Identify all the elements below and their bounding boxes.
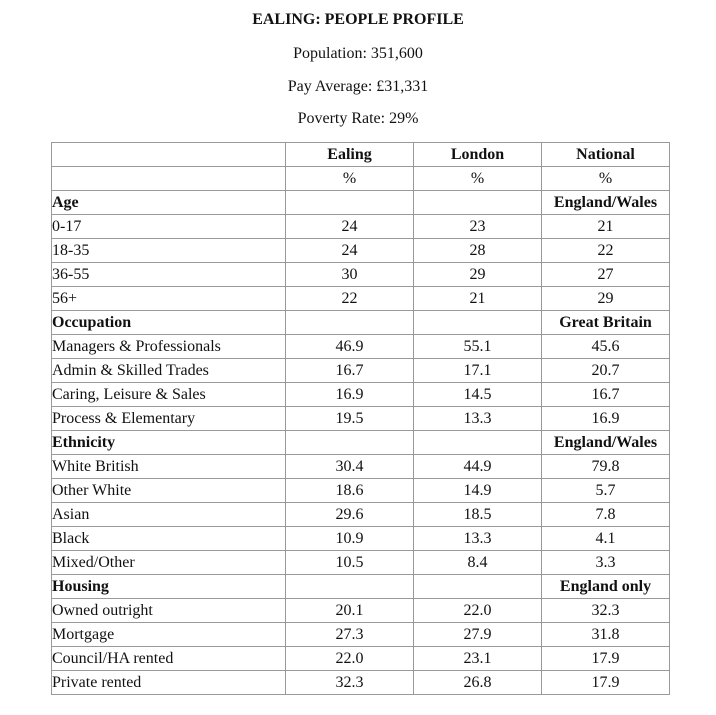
- value-national: 31.8: [542, 623, 670, 647]
- table-row: [52, 479, 670, 503]
- value-london: 23: [414, 215, 542, 239]
- empty-cell: [286, 575, 414, 599]
- table-row: [52, 647, 670, 671]
- value-national: 79.8: [542, 455, 670, 479]
- value-london: 26.8: [414, 671, 542, 695]
- table-row: [52, 287, 670, 311]
- section-geography-note: Great Britain: [542, 311, 670, 335]
- value-london: 8.4: [414, 551, 542, 575]
- value-ealing: 19.5: [286, 407, 414, 431]
- section-row-ethnicity: [52, 431, 670, 455]
- column-header-national: National: [542, 143, 670, 167]
- population-stat: Population: 351,600: [293, 45, 423, 62]
- empty-cell: [286, 311, 414, 335]
- value-london: 13.3: [414, 527, 542, 551]
- poverty-rate-stat: Poverty Rate: 29%: [297, 110, 419, 127]
- value-ealing: 24: [286, 239, 414, 263]
- row-label: Black: [52, 527, 286, 551]
- row-label: 18-35: [52, 239, 286, 263]
- table-row: [52, 239, 670, 263]
- corner-cell: [52, 167, 286, 191]
- value-national: 5.7: [542, 479, 670, 503]
- table-row: [52, 407, 670, 431]
- column-header-row: [52, 143, 670, 167]
- value-ealing: 29.6: [286, 503, 414, 527]
- value-london: 44.9: [414, 455, 542, 479]
- profile-table: [51, 142, 670, 695]
- row-label: Caring, Leisure & Sales: [52, 383, 286, 407]
- row-label: Mortgage: [52, 623, 286, 647]
- value-ealing: 16.7: [286, 359, 414, 383]
- value-london: 18.5: [414, 503, 542, 527]
- value-ealing: 18.6: [286, 479, 414, 503]
- column-header-london: London: [414, 143, 542, 167]
- value-national: 17.9: [542, 647, 670, 671]
- value-london: 13.3: [414, 407, 542, 431]
- value-london: 28: [414, 239, 542, 263]
- page-title: EALING: PEOPLE PROFILE: [252, 11, 464, 28]
- value-national: 20.7: [542, 359, 670, 383]
- value-ealing: 24: [286, 215, 414, 239]
- table-row: [52, 503, 670, 527]
- row-label: Mixed/Other: [52, 551, 286, 575]
- table-row: [52, 599, 670, 623]
- section-row-occupation: [52, 311, 670, 335]
- table-row: [52, 383, 670, 407]
- table-row: [52, 455, 670, 479]
- row-label: Asian: [52, 503, 286, 527]
- value-national: 7.8: [542, 503, 670, 527]
- table-row: [52, 551, 670, 575]
- value-ealing: 20.1: [286, 599, 414, 623]
- value-ealing: 16.9: [286, 383, 414, 407]
- value-ealing: 10.5: [286, 551, 414, 575]
- empty-cell: [286, 431, 414, 455]
- row-label: Managers & Professionals: [52, 335, 286, 359]
- table-row: [52, 335, 670, 359]
- value-national: 16.9: [542, 407, 670, 431]
- value-national: 21: [542, 215, 670, 239]
- value-national: 22: [542, 239, 670, 263]
- value-london: 21: [414, 287, 542, 311]
- section-geography-note: England/Wales: [542, 191, 670, 215]
- unit-london: %: [414, 167, 542, 191]
- section-row-housing: [52, 575, 670, 599]
- value-national: 16.7: [542, 383, 670, 407]
- value-london: 23.1: [414, 647, 542, 671]
- table-row: [52, 263, 670, 287]
- value-national: 45.6: [542, 335, 670, 359]
- column-header-ealing: Ealing: [286, 143, 414, 167]
- row-label: Process & Elementary: [52, 407, 286, 431]
- corner-cell: [52, 143, 286, 167]
- value-ealing: 32.3: [286, 671, 414, 695]
- section-geography-note: England/Wales: [542, 431, 670, 455]
- value-national: 27: [542, 263, 670, 287]
- unit-ealing: %: [286, 167, 414, 191]
- row-label: 56+: [52, 287, 286, 311]
- section-geography-note: England only: [542, 575, 670, 599]
- table-row: [52, 527, 670, 551]
- unit-national: %: [542, 167, 670, 191]
- pay-average-stat: Pay Average: £31,331: [287, 78, 429, 95]
- value-ealing: 22.0: [286, 647, 414, 671]
- row-label: Council/HA rented: [52, 647, 286, 671]
- value-london: 27.9: [414, 623, 542, 647]
- section-row-age: [52, 191, 670, 215]
- row-label: Owned outright: [52, 599, 286, 623]
- value-london: 14.5: [414, 383, 542, 407]
- table-row: [52, 215, 670, 239]
- value-london: 55.1: [414, 335, 542, 359]
- row-label: Admin & Skilled Trades: [52, 359, 286, 383]
- row-label: White British: [52, 455, 286, 479]
- section-title: Occupation: [52, 311, 286, 335]
- table-row: [52, 671, 670, 695]
- profile-table-body: [52, 143, 670, 695]
- value-national: 32.3: [542, 599, 670, 623]
- row-label: Private rented: [52, 671, 286, 695]
- value-national: 29: [542, 287, 670, 311]
- table-row: [52, 623, 670, 647]
- section-title: Ethnicity: [52, 431, 286, 455]
- value-ealing: 30.4: [286, 455, 414, 479]
- empty-cell: [414, 311, 542, 335]
- value-ealing: 10.9: [286, 527, 414, 551]
- value-london: 14.9: [414, 479, 542, 503]
- value-london: 22.0: [414, 599, 542, 623]
- table-row: [52, 359, 670, 383]
- value-ealing: 46.9: [286, 335, 414, 359]
- empty-cell: [414, 191, 542, 215]
- value-ealing: 27.3: [286, 623, 414, 647]
- row-label: Other White: [52, 479, 286, 503]
- value-ealing: 22: [286, 287, 414, 311]
- section-title: Housing: [52, 575, 286, 599]
- unit-row: [52, 167, 670, 191]
- empty-cell: [414, 575, 542, 599]
- empty-cell: [414, 431, 542, 455]
- value-ealing: 30: [286, 263, 414, 287]
- value-national: 17.9: [542, 671, 670, 695]
- value-london: 17.1: [414, 359, 542, 383]
- value-london: 29: [414, 263, 542, 287]
- section-title: Age: [52, 191, 286, 215]
- row-label: 0-17: [52, 215, 286, 239]
- empty-cell: [286, 191, 414, 215]
- value-national: 4.1: [542, 527, 670, 551]
- value-national: 3.3: [542, 551, 670, 575]
- row-label: 36-55: [52, 263, 286, 287]
